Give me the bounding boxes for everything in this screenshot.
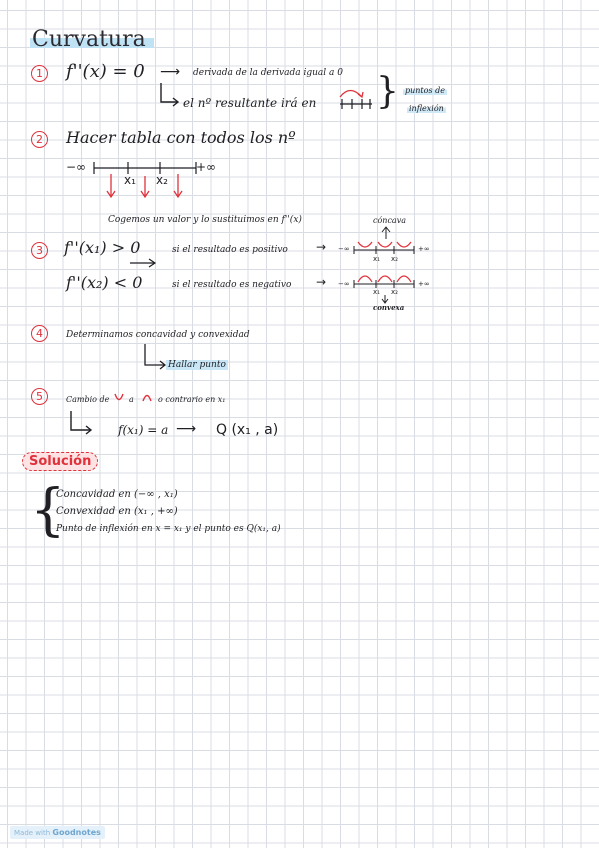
watermark-prefix: Made with	[14, 829, 51, 837]
row2-plus-inf: +∞	[418, 280, 430, 288]
step-5-number: 5	[31, 388, 48, 405]
step-2-note: Cogemos un valor y lo sustituimos en f''(x)	[108, 215, 302, 225]
step-1-brace: }	[376, 71, 399, 112]
concava-number-line	[352, 238, 418, 258]
brace-label-2: inflexión	[409, 104, 444, 113]
row1-x2: x₂	[391, 255, 398, 263]
step-5-return-arrow	[68, 410, 94, 438]
step-4-number: 4	[31, 325, 48, 342]
step-3-number: 3	[31, 242, 48, 259]
step-1-formula: f''(x) = 0	[66, 61, 145, 82]
row2-x1: x₁	[373, 288, 380, 296]
step-3-row2-arrow: →	[316, 275, 327, 289]
convexa-number-line	[352, 270, 418, 292]
solution-brace: {	[30, 478, 66, 543]
step-2-x1: x₁	[124, 173, 136, 187]
row2-x2: x₂	[391, 288, 398, 296]
step-1-text: derivada de la derivada igual a 0	[193, 68, 343, 78]
watermark-brand: Goodnotes	[52, 828, 101, 837]
row1-x1: x₁	[373, 255, 380, 263]
step-5-formula: f(x₁) = a	[118, 423, 169, 437]
step-3-arrow	[128, 258, 158, 268]
step-1-sub-text: el nº resultante irá en	[183, 96, 317, 110]
solution-line-convexidad: Convexidad en (x₁ , +∞)	[56, 506, 178, 517]
step-4-sub-text: Hallar punto	[168, 360, 226, 370]
brace-label-1: puntos de	[405, 86, 445, 95]
step-2-text: Hacer tabla con todos los nº	[66, 128, 296, 147]
row2-minus-inf: −∞	[338, 280, 350, 288]
step-3-row2-text: si el resultado es negativo	[172, 280, 292, 290]
step-3-row1-formula: f''(x₁) > 0	[64, 238, 141, 257]
solution-badge: Solución	[22, 452, 98, 471]
step-3-row2-formula: f''(x₂) < 0	[66, 273, 143, 292]
goodnotes-watermark	[10, 826, 105, 839]
step-3-row1-text: si el resultado es positivo	[172, 245, 288, 255]
concave-symbol-icon	[114, 393, 124, 402]
solution-line-punto: Punto de inflexión en x = x₁ y el punto es Q(x₁, a)	[56, 524, 281, 534]
step-2-plus-inf: +∞	[196, 160, 217, 174]
concava-label: cóncava	[373, 216, 406, 225]
convexa-label: convexa	[373, 303, 405, 312]
step-2-x2: x₂	[156, 173, 168, 187]
step-5-result: Q (x₁ , a)	[216, 422, 279, 438]
step-5-arrow: ⟶	[176, 421, 197, 437]
step-4-return-arrow	[142, 343, 168, 371]
step-1-arrow: ⟶	[160, 64, 181, 80]
step-3-row1-arrow: →	[316, 240, 327, 254]
convex-symbol-icon	[142, 393, 152, 402]
step-4-text: Determinamos concavidad y convexidad	[66, 330, 250, 340]
inflection-number-line	[336, 86, 376, 112]
step-5-text-c: o contrario en x₁	[158, 395, 226, 404]
step-5-text-b: a	[129, 395, 134, 404]
step-1-return-arrow	[158, 82, 180, 108]
row1-minus-inf: −∞	[338, 245, 350, 253]
step-1-number: 1	[31, 65, 48, 82]
row1-plus-inf: +∞	[418, 245, 430, 253]
page-title: Curvatura	[30, 27, 154, 52]
step-2-minus-inf: −∞	[66, 160, 87, 174]
step-2-number-line	[92, 158, 200, 202]
step-5-text-a: Cambio de	[66, 395, 110, 404]
solution-line-concavidad: Concavidad en (−∞ , x₁)	[56, 489, 178, 500]
step-2-number: 2	[31, 131, 48, 148]
